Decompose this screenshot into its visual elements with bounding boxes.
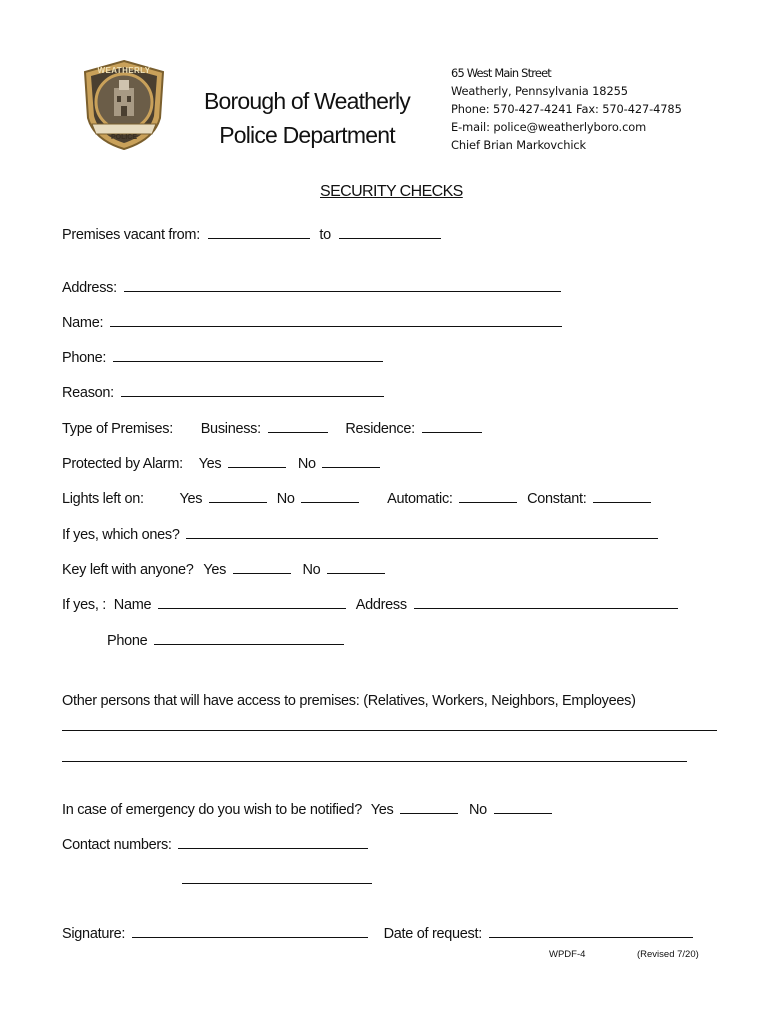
type-row xyxy=(62,418,482,438)
key-label: Key left with anyone? xyxy=(62,562,194,578)
org-title xyxy=(182,84,432,152)
constant-field[interactable] xyxy=(593,488,651,503)
alarm-label: Protected by Alarm: xyxy=(62,456,183,472)
name-row xyxy=(62,312,562,332)
reason-label: Reason: xyxy=(62,385,114,401)
automatic-label: Automatic: xyxy=(387,491,453,507)
key-row xyxy=(62,559,385,579)
vacant-row xyxy=(62,224,441,244)
alarm-yes-field[interactable] xyxy=(228,453,286,468)
lights-yes-field[interactable] xyxy=(209,488,267,503)
address-email: E-mail: police@weatherlyboro.com xyxy=(451,120,647,134)
org-title-line2: Police Department xyxy=(219,122,395,148)
contact-label: Contact numbers: xyxy=(62,837,172,853)
automatic-field[interactable] xyxy=(459,488,517,503)
ifyes-label: If yes, : xyxy=(62,597,107,613)
vacant-from-field[interactable] xyxy=(208,224,310,239)
residence-label: Residence: xyxy=(345,421,415,437)
alarm-yes-label: Yes xyxy=(198,456,222,472)
name-field[interactable] xyxy=(110,312,562,327)
address-chief: Chief Brian Markovchick xyxy=(451,138,587,152)
keyholder-phone-row xyxy=(107,630,344,650)
emergency-row xyxy=(62,799,552,819)
form-heading: SECURITY CHECKS xyxy=(320,183,463,200)
address-field[interactable] xyxy=(124,277,561,292)
address-phone-fax: Phone: 570-427-4241 Fax: 570-427-4785 xyxy=(451,102,682,116)
date-label: Date of request: xyxy=(383,926,482,942)
which-label: If yes, which ones? xyxy=(62,527,180,543)
emergency-no-label: No xyxy=(468,802,487,818)
emergency-yes-field[interactable] xyxy=(400,799,458,814)
others-line-1[interactable] xyxy=(62,730,717,731)
signature-field[interactable] xyxy=(132,923,368,938)
contact-address-block xyxy=(451,64,682,154)
keyholder-name-label: Name xyxy=(113,597,152,613)
alarm-no-label: No xyxy=(297,456,316,472)
vacant-from-label: Premises vacant from: xyxy=(62,227,200,243)
which-row xyxy=(62,524,658,544)
business-field[interactable] xyxy=(268,418,328,433)
lights-yes-label: Yes xyxy=(179,491,203,507)
emergency-label: In case of emergency do you wish to be notified? xyxy=(62,802,362,818)
key-yes-field[interactable] xyxy=(233,559,291,574)
emergency-no-field[interactable] xyxy=(494,799,552,814)
address-city: Weatherly, Pennsylvania 18255 xyxy=(451,84,628,98)
form-code: WPDF-4 xyxy=(549,949,586,960)
lights-row xyxy=(62,488,651,508)
constant-label: Constant: xyxy=(527,491,587,507)
others-row xyxy=(62,692,636,710)
phone-label: Phone: xyxy=(62,350,107,366)
logo-ring-text: WEATHERLY xyxy=(97,66,151,75)
keyholder-address-label: Address xyxy=(355,597,407,613)
reason-row xyxy=(62,382,384,402)
business-label: Business: xyxy=(200,421,261,437)
name-label: Name: xyxy=(62,315,104,331)
phone-field[interactable] xyxy=(113,347,383,362)
signature-label: Signature: xyxy=(62,926,126,942)
vacant-to-label: to xyxy=(319,227,331,243)
revision-note: (Revised 7/20) xyxy=(637,949,699,960)
contact-row xyxy=(62,834,368,854)
address-row xyxy=(62,277,561,297)
vacant-to-field[interactable] xyxy=(339,224,441,239)
keyholder-address-field[interactable] xyxy=(414,594,678,609)
org-title-line1: Borough of Weatherly xyxy=(203,88,411,114)
keyholder-phone-field[interactable] xyxy=(154,630,344,645)
contact-field-1[interactable] xyxy=(178,834,368,849)
lights-no-field[interactable] xyxy=(301,488,359,503)
phone-row xyxy=(62,347,383,367)
signature-row xyxy=(62,923,693,943)
others-line-2[interactable] xyxy=(62,761,687,762)
alarm-no-field[interactable] xyxy=(322,453,380,468)
residence-field[interactable] xyxy=(422,418,482,433)
key-no-label: No xyxy=(302,562,321,578)
key-yes-label: Yes xyxy=(203,562,227,578)
lights-no-label: No xyxy=(276,491,295,507)
keyholder-phone-label: Phone xyxy=(107,633,148,649)
address-label: Address: xyxy=(62,280,117,296)
date-field[interactable] xyxy=(489,923,693,938)
others-label: Other persons that will have access to premises: (Relatives, Workers, Neighbors, Employees) xyxy=(62,693,636,709)
logo-banner-text: POLICE xyxy=(110,134,138,141)
keyholder-name-field[interactable] xyxy=(158,594,346,609)
lights-label: Lights left on: xyxy=(62,491,144,507)
keyholder-row xyxy=(62,594,678,614)
emergency-yes-label: Yes xyxy=(370,802,394,818)
contact-field-2[interactable] xyxy=(182,883,372,884)
address-street: 65 West Main Street xyxy=(451,66,551,80)
type-label: Type of Premises: xyxy=(62,421,173,437)
alarm-row xyxy=(62,453,380,473)
which-field[interactable] xyxy=(186,524,658,539)
key-no-field[interactable] xyxy=(327,559,385,574)
reason-field[interactable] xyxy=(121,382,384,397)
